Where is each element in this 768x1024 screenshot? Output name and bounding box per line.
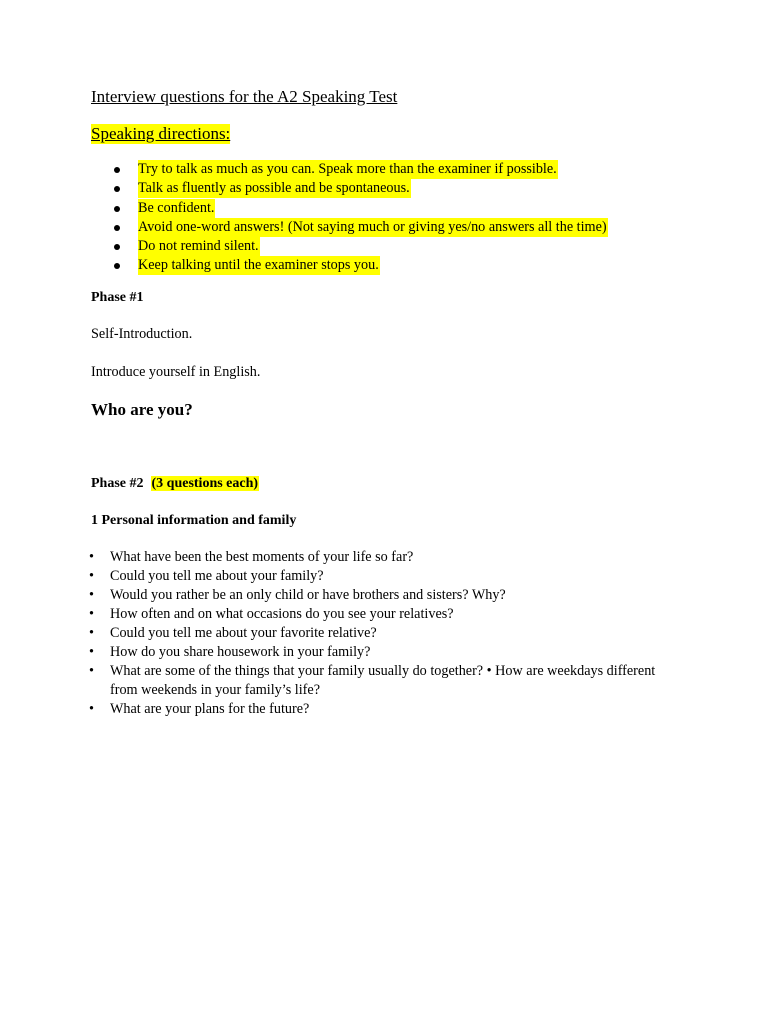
phase2-note: (3 questions each)	[151, 476, 259, 491]
speaking-directions-heading: Speaking directions:	[91, 124, 231, 143]
section-title: 1 Personal information and family	[91, 513, 297, 528]
bullet-icon: •	[89, 663, 94, 679]
direction-text: Try to talk as much as you can. Speak more than the examiner if possible.	[138, 161, 557, 177]
question-text: Could you tell me about your family?	[110, 568, 324, 584]
question-text: What are some of the things that your family usually do together? • How are weekdays different from weekends in your family’s life?	[110, 663, 656, 698]
question-text: Would you rather be an only child or have brothers and sisters? Why?	[110, 587, 506, 603]
bullet-icon: •	[89, 606, 94, 622]
phase2-heading	[91, 476, 259, 492]
phase1-instruction: Introduce yourself in English.	[91, 364, 261, 380]
direction-text: Avoid one-word answers! (Not saying much or giving yes/no answers all the time)	[138, 218, 607, 235]
bullet-icon: •	[89, 701, 94, 717]
direction-text: Be confident.	[138, 199, 215, 216]
bullet-icon: •	[89, 644, 94, 660]
direction-text: Do not remind silent.	[138, 238, 259, 255]
question-text: How often and on what occasions do you see your relatives?	[110, 606, 454, 622]
phase1-question: Who are you?	[91, 400, 193, 419]
bullet-dot-icon	[114, 206, 120, 212]
bullet-dot-icon	[114, 244, 120, 250]
bullet-dot-icon	[114, 263, 120, 269]
question-text: What are your plans for the future?	[110, 701, 310, 717]
bullet-icon: •	[89, 587, 94, 603]
bullet-dot-icon	[114, 186, 120, 192]
bullet-icon: •	[89, 625, 94, 641]
document-title: Interview questions for the A2 Speaking Test	[91, 87, 398, 106]
phase2-label: Phase #2	[91, 476, 144, 491]
phase1-label: Phase #1	[91, 290, 144, 305]
bullet-icon: •	[89, 568, 94, 584]
bullet-dot-icon	[114, 225, 120, 231]
phase1-self-intro: Self-Introduction.	[91, 326, 193, 342]
bullet-dot-icon	[114, 167, 120, 173]
question-text: Could you tell me about your favorite relative?	[110, 625, 377, 641]
bullet-icon: •	[89, 549, 94, 565]
direction-text: Talk as fluently as possible and be spontaneous.	[138, 180, 410, 197]
direction-text: Keep talking until the examiner stops you.	[138, 257, 379, 274]
question-text: How do you share housework in your family?	[110, 644, 371, 660]
question-text: What have been the best moments of your life so far?	[110, 549, 414, 565]
